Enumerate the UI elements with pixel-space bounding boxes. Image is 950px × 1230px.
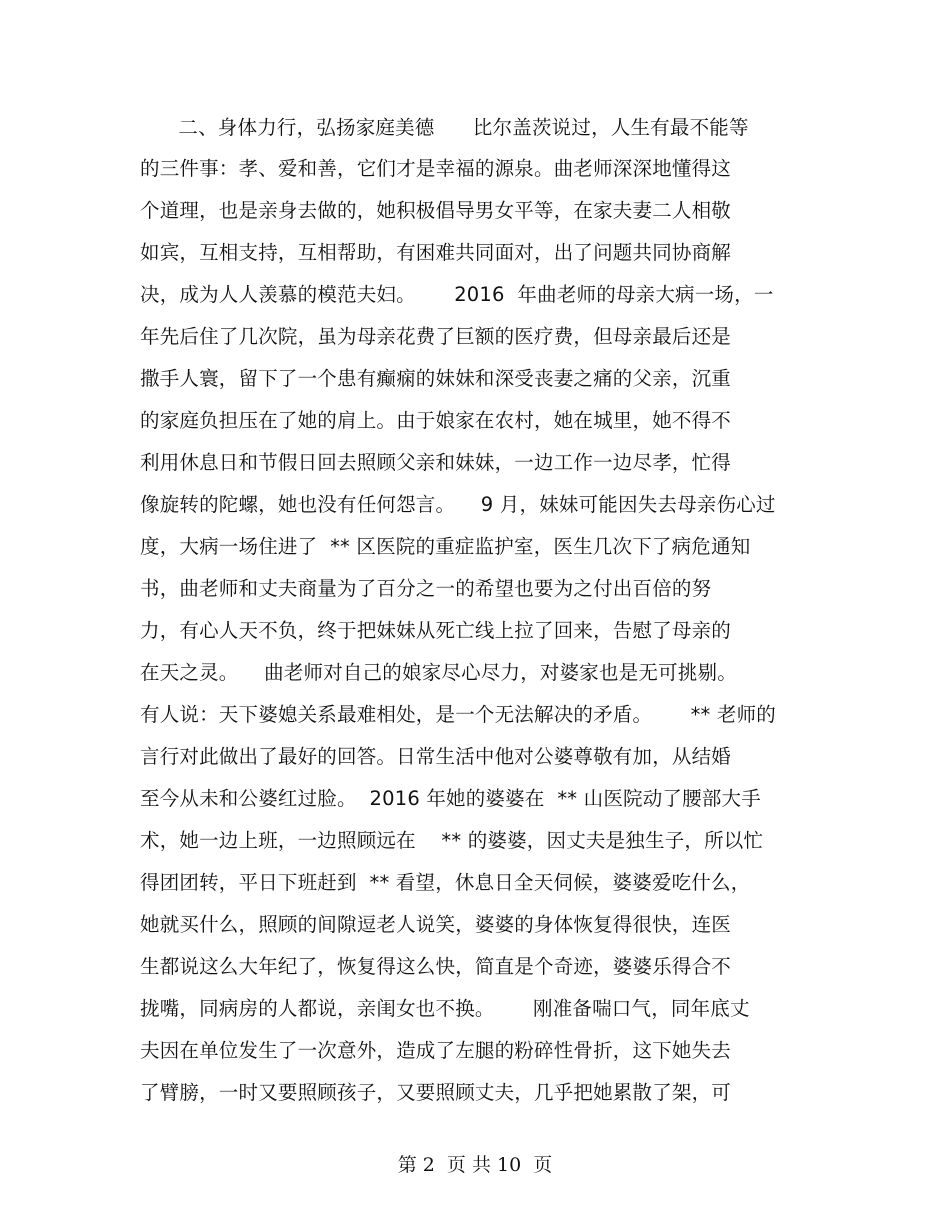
text-line: 力，有心人天不负，终于把妹妹从死亡线上拉了回来，告慰了母亲的: [140, 619, 732, 642]
text-line: 得团团转，平日下班赶到 ** 看望，休息日全天伺候，婆婆爱吃什么，: [140, 871, 751, 894]
text-line: 至今从未和公婆红过脸。 2016 年她的婆婆在 ** 山医院动了腰部大手: [140, 787, 761, 810]
text-line: 个道理，也是亲身去做的，她积极倡导男女平等，在家夫妻二人相敬: [140, 199, 732, 222]
text-line: 二、身体力行，弘扬家庭美德 比尔盖茨说过，人生有最不能等: [140, 116, 749, 139]
text-line: 术，她一边上班，一边照顾远在 ** 的婆婆，因丈夫是独生子，所以忙: [140, 829, 764, 852]
text-line: 如宾，互相支持，互相帮助，有困难共同面对，出了问题共同协商解: [140, 241, 732, 264]
text-line: 生都说这么大年纪了，恢复得这么快，简直是个奇迹，婆婆乐得合不: [140, 955, 732, 978]
text-line: 言行对此做出了最好的回答。日常生活中他对公婆尊敬有加，从结婚: [140, 745, 732, 768]
text-line: 她就买什么，照顾的间隙逗老人说笑，婆婆的身体恢复得很快，连医: [140, 913, 732, 936]
text-line: 的家庭负担压在了她的肩上。由于娘家在农村，她在城里，她不得不: [140, 409, 732, 432]
page-number-footer: 第 2 页 共 10 页: [397, 1154, 553, 1176]
text-line: 有人说：天下婆媳关系最难相处，是一个无法解决的矛盾。 ** 老师的: [140, 703, 776, 726]
text-line: 书，曲老师和丈夫商量为了百分之一的希望也要为之付出百倍的努: [140, 577, 712, 600]
text-line: 的三件事：孝、爱和善，它们才是幸福的源泉。曲老师深深地懂得这: [140, 157, 732, 180]
text-line: 拢嘴，同病房的人都说，亲闺女也不换。 刚准备喘口气，同年底丈: [140, 997, 750, 1020]
text-line: 年先后住了几次院，虽为母亲花费了巨额的医疗费，但母亲最后还是: [140, 325, 732, 348]
text-line: 了臂膀，一时又要照顾孩子，又要照顾丈夫，几乎把她累散了架，可: [140, 1081, 732, 1104]
text-line: 利用休息日和节假日回去照顾父亲和妹妹，一边工作一边尽孝，忙得: [140, 451, 732, 474]
text-line: 决，成为人人羡慕的模范夫妇。 2016 年曲老师的母亲大病一场，一: [140, 283, 774, 306]
text-line: 夫因在单位发生了一次意外，造成了左腿的粉碎性骨折，这下她失去: [140, 1039, 732, 1062]
text-line: 在天之灵。 曲老师对自己的娘家尽心尽力，对婆家也是无可挑剔。: [140, 661, 737, 684]
text-line: 撒手人寰，留下了一个患有癫痫的妹妹和深受丧妻之痛的父亲，沉重: [140, 367, 732, 390]
text-line: 像旋转的陀螺，她也没有任何怨言。 9 月，妹妹可能因失去母亲伤心过: [140, 493, 776, 516]
text-line: 度，大病一场住进了 ** 区医院的重症监护室，医生几次下了病危通知: [140, 535, 751, 558]
